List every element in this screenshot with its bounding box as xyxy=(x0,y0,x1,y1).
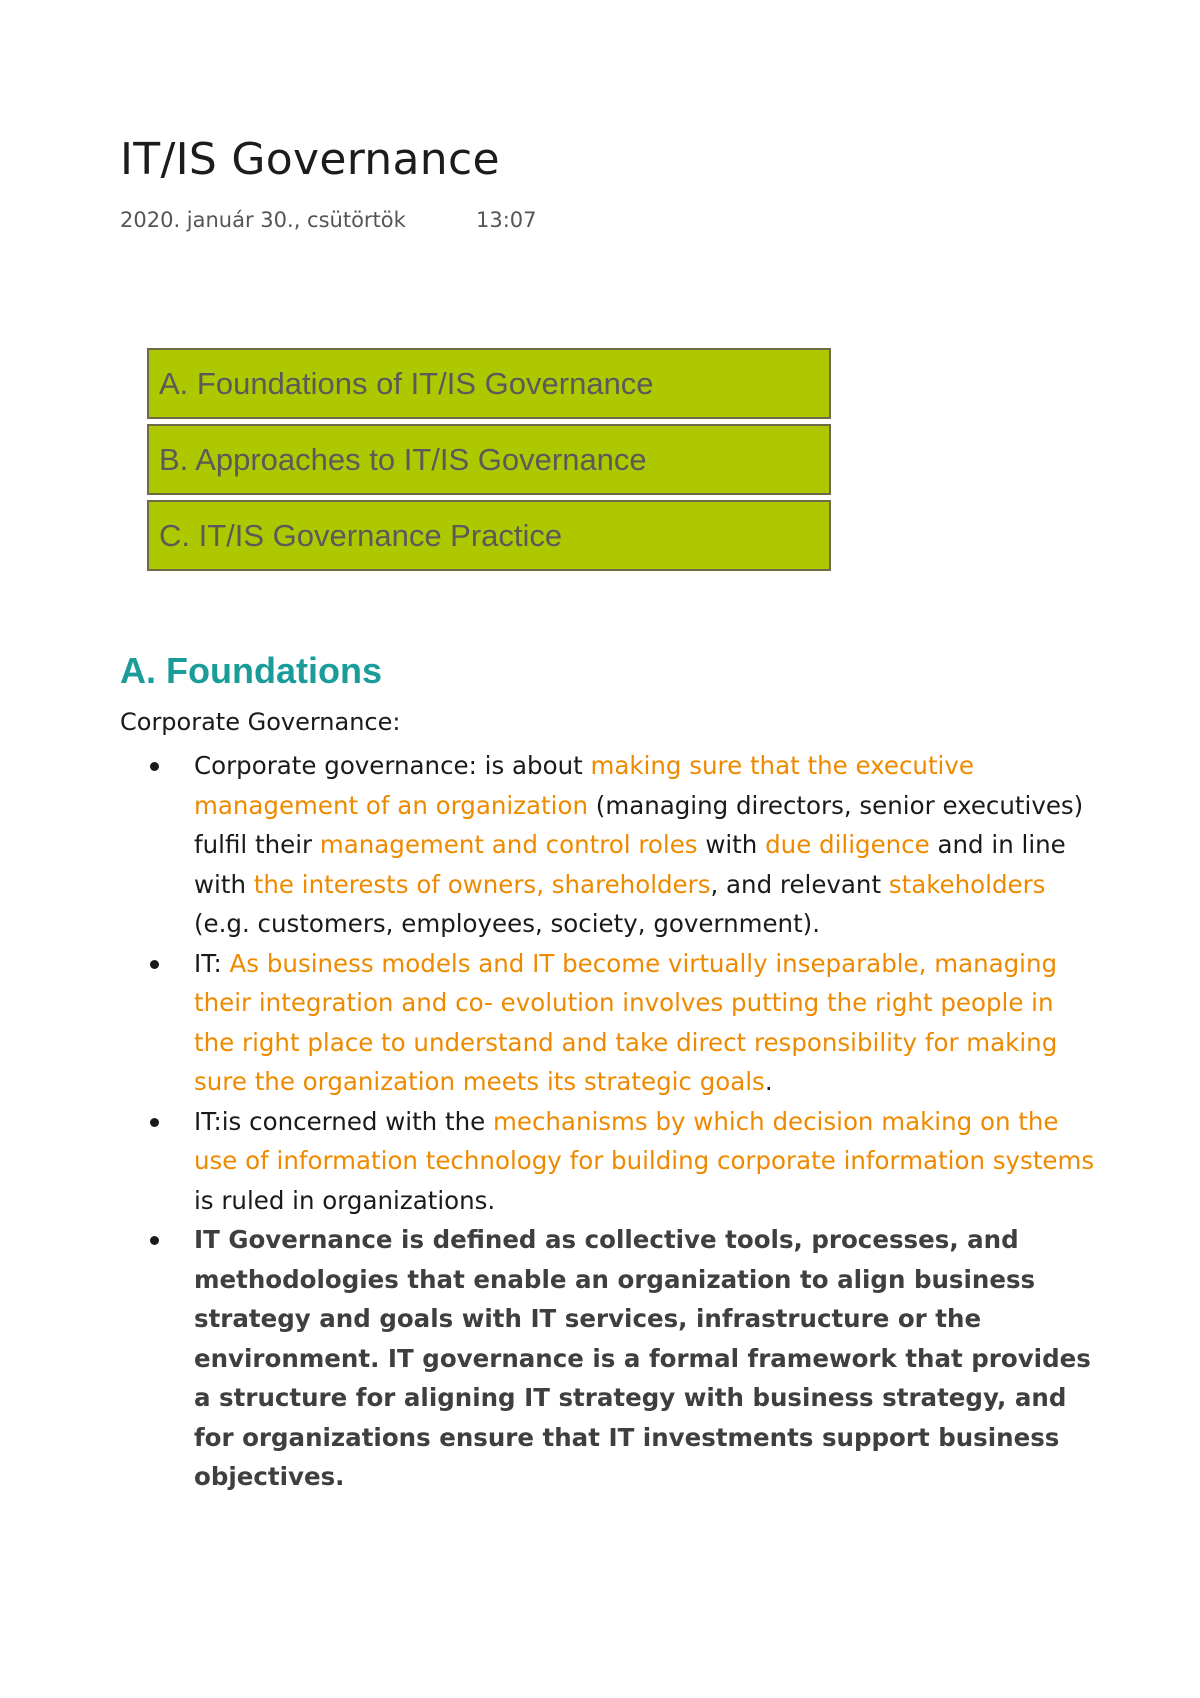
outline-box-b: B. Approaches to IT/IS Governance xyxy=(147,424,831,495)
page-time: 13:07 xyxy=(476,208,537,232)
bullet-text: (managing directors, senior executives) fulfil their xyxy=(194,790,1084,859)
highlighted-text: stakeholders xyxy=(888,869,1046,899)
bullet-dot-icon xyxy=(150,762,159,771)
bullet-text: and in line with xyxy=(194,830,1066,899)
bullet-text: IT:is concerned with the xyxy=(194,1106,493,1136)
highlighted-text: making sure that the executive management of an organization xyxy=(194,751,974,820)
bullet-list xyxy=(120,746,1100,1497)
highlighted-text: mechanisms by which decision making on the use of information technology for building corporate information systems xyxy=(194,1106,1095,1175)
highlighted-text: management and control roles xyxy=(319,830,698,859)
section-subheading: Corporate Governance: xyxy=(120,708,401,736)
page-meta xyxy=(120,208,537,232)
highlighted-text: As business models and IT become virtually inseparable, managing their integration and co- evolution involves putting the right people in the right place to understand and take direct responsibility for making sure the organization meets its strategic goals xyxy=(194,948,1058,1096)
bullet-text: with xyxy=(697,830,766,859)
bullet-text: . xyxy=(764,1067,773,1096)
bullet-dot-icon xyxy=(150,1118,159,1127)
bullet-item xyxy=(120,746,1100,944)
highlighted-text: due diligence xyxy=(765,830,930,859)
outline-boxes xyxy=(147,348,831,576)
bullet-dot-icon xyxy=(150,960,159,969)
bullet-dot-icon xyxy=(150,1236,159,1245)
outline-box-a: A. Foundations of IT/IS Governance xyxy=(147,348,831,419)
page-date: 2020. január 30., csütörtök xyxy=(120,208,406,232)
highlighted-text: the interests of owners, shareholders xyxy=(253,869,711,899)
bullet-item xyxy=(120,1102,1100,1221)
section-heading: A. Foundations xyxy=(120,650,382,691)
bullet-text: IT: xyxy=(194,948,230,978)
bullet-text: , and relevant xyxy=(710,869,889,899)
bullet-text: IT Governance is defined as collective tools, processes, and methodologies that enable an organization to align business strategy and goals with IT services, infrastructure or the environment. IT governance is a formal framework that provides a structure for aligning IT strategy with business strategy, and for organizations ensure that IT investments support business objectives. xyxy=(194,1225,1091,1491)
bullet-item xyxy=(120,944,1100,1102)
page-title: IT/IS Governance xyxy=(120,134,500,185)
bullet-item xyxy=(120,1220,1100,1497)
outline-box-c: C. IT/IS Governance Practice xyxy=(147,500,831,571)
bullet-text: Corporate governance: is about xyxy=(194,751,591,780)
bullet-text: is ruled in organizations. xyxy=(194,1185,496,1215)
bullet-text: (e.g. customers, employees, society, government). xyxy=(194,909,821,938)
